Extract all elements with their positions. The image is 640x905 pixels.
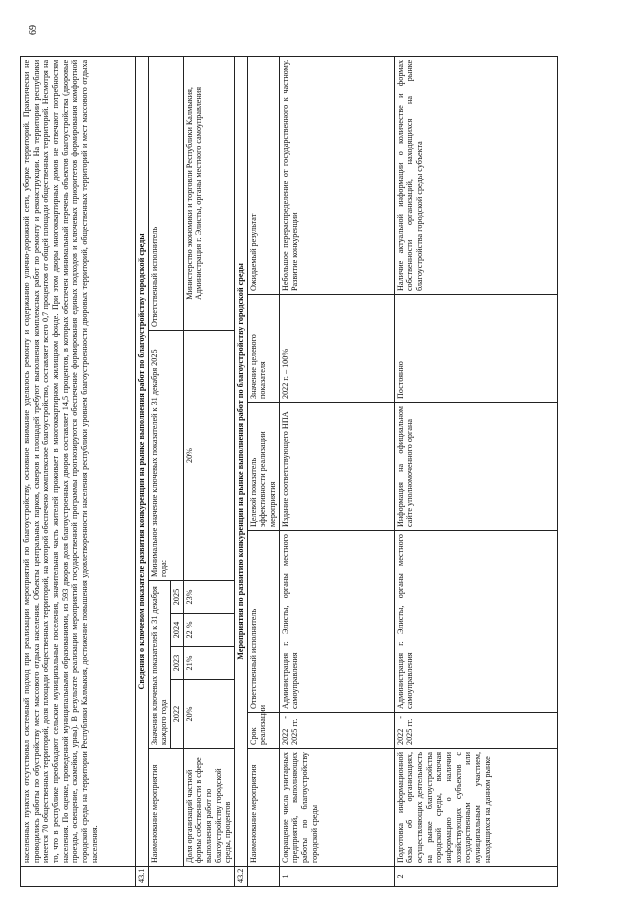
intro-text: населенных пунктах отсутствовал системный подход при реализации мероприятий по благоустройству, основное внимание уделялось ремонту и содержанию улично-дорожной сети, уборке территорий. Практически не проводились работы по обустройству мест массового отдыха населения. Объекты центральных парков, скверов и площадей требуют выполнения комплексных работ по ремонту и реконструкции. На территории республики имеется 70 общественных территорий, доля площади общественных территорий, на которой обеспечено комплексное благоустройство, составляет всего 0,7 процентов от общей площади общественных территорий. Несмотря на то, что в республике преобладают сельские муниципальные поселения, значительная часть жителей проживает в многоквартирном жилищном фонде. При этом дворы многоквартирных домов не отвечают потребностям населения. По оценке, проведенной муниципальными образованиями, из 593 дворов доля благоустроенных дворов составляет 14,5 процентов, в которых обеспечен минимальный перечень объектов благоустройства (дворовые проезды, освещение, скамейки, урны). В результате реализации мероприятий государственной программы прогнозируются обеспечение формирования единых подходов и ключевых приоритетов формирования комфортной городской среды на территории Республики Калмыкия, достижение повышения удовлетворенности населения республики уровнем благоустроенности дворовых территорий, общественных территорий и мест массового отдыха населения. [21,56,136,866]
col2-header-indicator: Целевой показатель эффективности реализации мероприятия [247,403,279,531]
intro-row [21,56,136,886]
section-1-title: Сведения о ключевом показателе развития конкуренции на рынке выполнения работ по благоустройству городской среды [136,56,149,866]
table-row [279,56,394,886]
value-2024: 22 % [183,614,234,647]
col-header-name: Наименование мероприятия [148,749,183,867]
row-name: Сокращение числа унитарных предприятий, выполняющих работы по благоустройству городской среды [279,749,394,867]
section-2-number: 43.2 [235,867,248,887]
section-2-header-row [247,56,279,886]
section-2-title: Мероприятия по развитию конкуренции на рынке выполнения работ по благоустройству городской среды [235,56,248,866]
row-number: 1 [279,867,394,887]
intro-num-cell [21,867,136,887]
row-term: 2022 - 2025 гг. [394,713,557,749]
row-name: Подготовка информационной базы об организациях, осуществляющих деятельность на рынке благоустройства городской среды, включая информацию о наличии хозяйствующих субъектов с государственным или муниципальным участием, находящихся на данном рынке [394,749,557,867]
min-value: 20% [183,331,234,581]
value-2022: 20% [183,680,234,749]
section-1-number: 43.1 [136,867,149,887]
value-2025: 23% [183,581,234,614]
document-page [20,57,558,887]
section-1-title-row [136,56,149,886]
row-indicator: Информация на официальном сайте уполномоченного органа [394,403,557,531]
col2-header-term: Срок реализации [247,713,279,749]
row-indicator: Издание соответствующего НПА [279,403,394,531]
row-resp: Администрация г. Элисты, органы местного самоуправления [394,531,557,713]
row-target: Постоянно [394,295,557,403]
section-2-empty-num [247,867,279,887]
year-2022: 2022 [171,680,184,749]
indicator-name: Доля организаций частной формы собственности в сфере выполнения работ по благоустройству городской среды, процентов [183,749,234,867]
value-2023: 21% [183,647,234,680]
year-2025: 2025 [171,581,184,614]
col2-header-name: Наименование мероприятия [247,749,279,867]
col2-header-result: Ожидаемый результат [247,56,279,294]
col-header-min: Минимальное значение ключевых показателей к 31 декабря 2025 года: [148,331,183,581]
col2-header-resp: Ответственный исполнитель [247,531,279,713]
section-1-empty-num [148,867,234,887]
main-table [20,56,558,887]
col-header-values: Значения ключевых показателей к 31 декабря каждого года [148,581,170,749]
col-header-resp: Ответственный исполнитель [148,56,183,330]
row-target: 2022 г. – 100% [279,295,394,403]
row-number: 2 [394,867,557,887]
row-resp: Администрация г. Элисты, органы местного самоуправления [279,531,394,713]
row-result: Наличие актуальной информации о количестве и формах собственности организаций, находящихся на рынке благоустройства городской среды субъекта [394,56,557,294]
year-2024: 2024 [171,614,184,647]
section-1-header-row [148,56,170,886]
row-term: 2022 - 2025 гг. [279,713,394,749]
responsible-1: Министерство экономики и торговли Республики Калмыкия, Администрация г. Элисты, органы местного самоуправления [183,56,234,330]
section-1-data-row [183,56,234,886]
col2-header-target: Значение целевого показателя [247,295,279,403]
table-row [394,56,557,886]
section-2-title-row [235,56,248,886]
row-result: Небольшое перераспределение от государственного к частному. Развитие конкуренции [279,56,394,294]
year-2023: 2023 [171,647,184,680]
page-number: 69 [28,25,39,35]
